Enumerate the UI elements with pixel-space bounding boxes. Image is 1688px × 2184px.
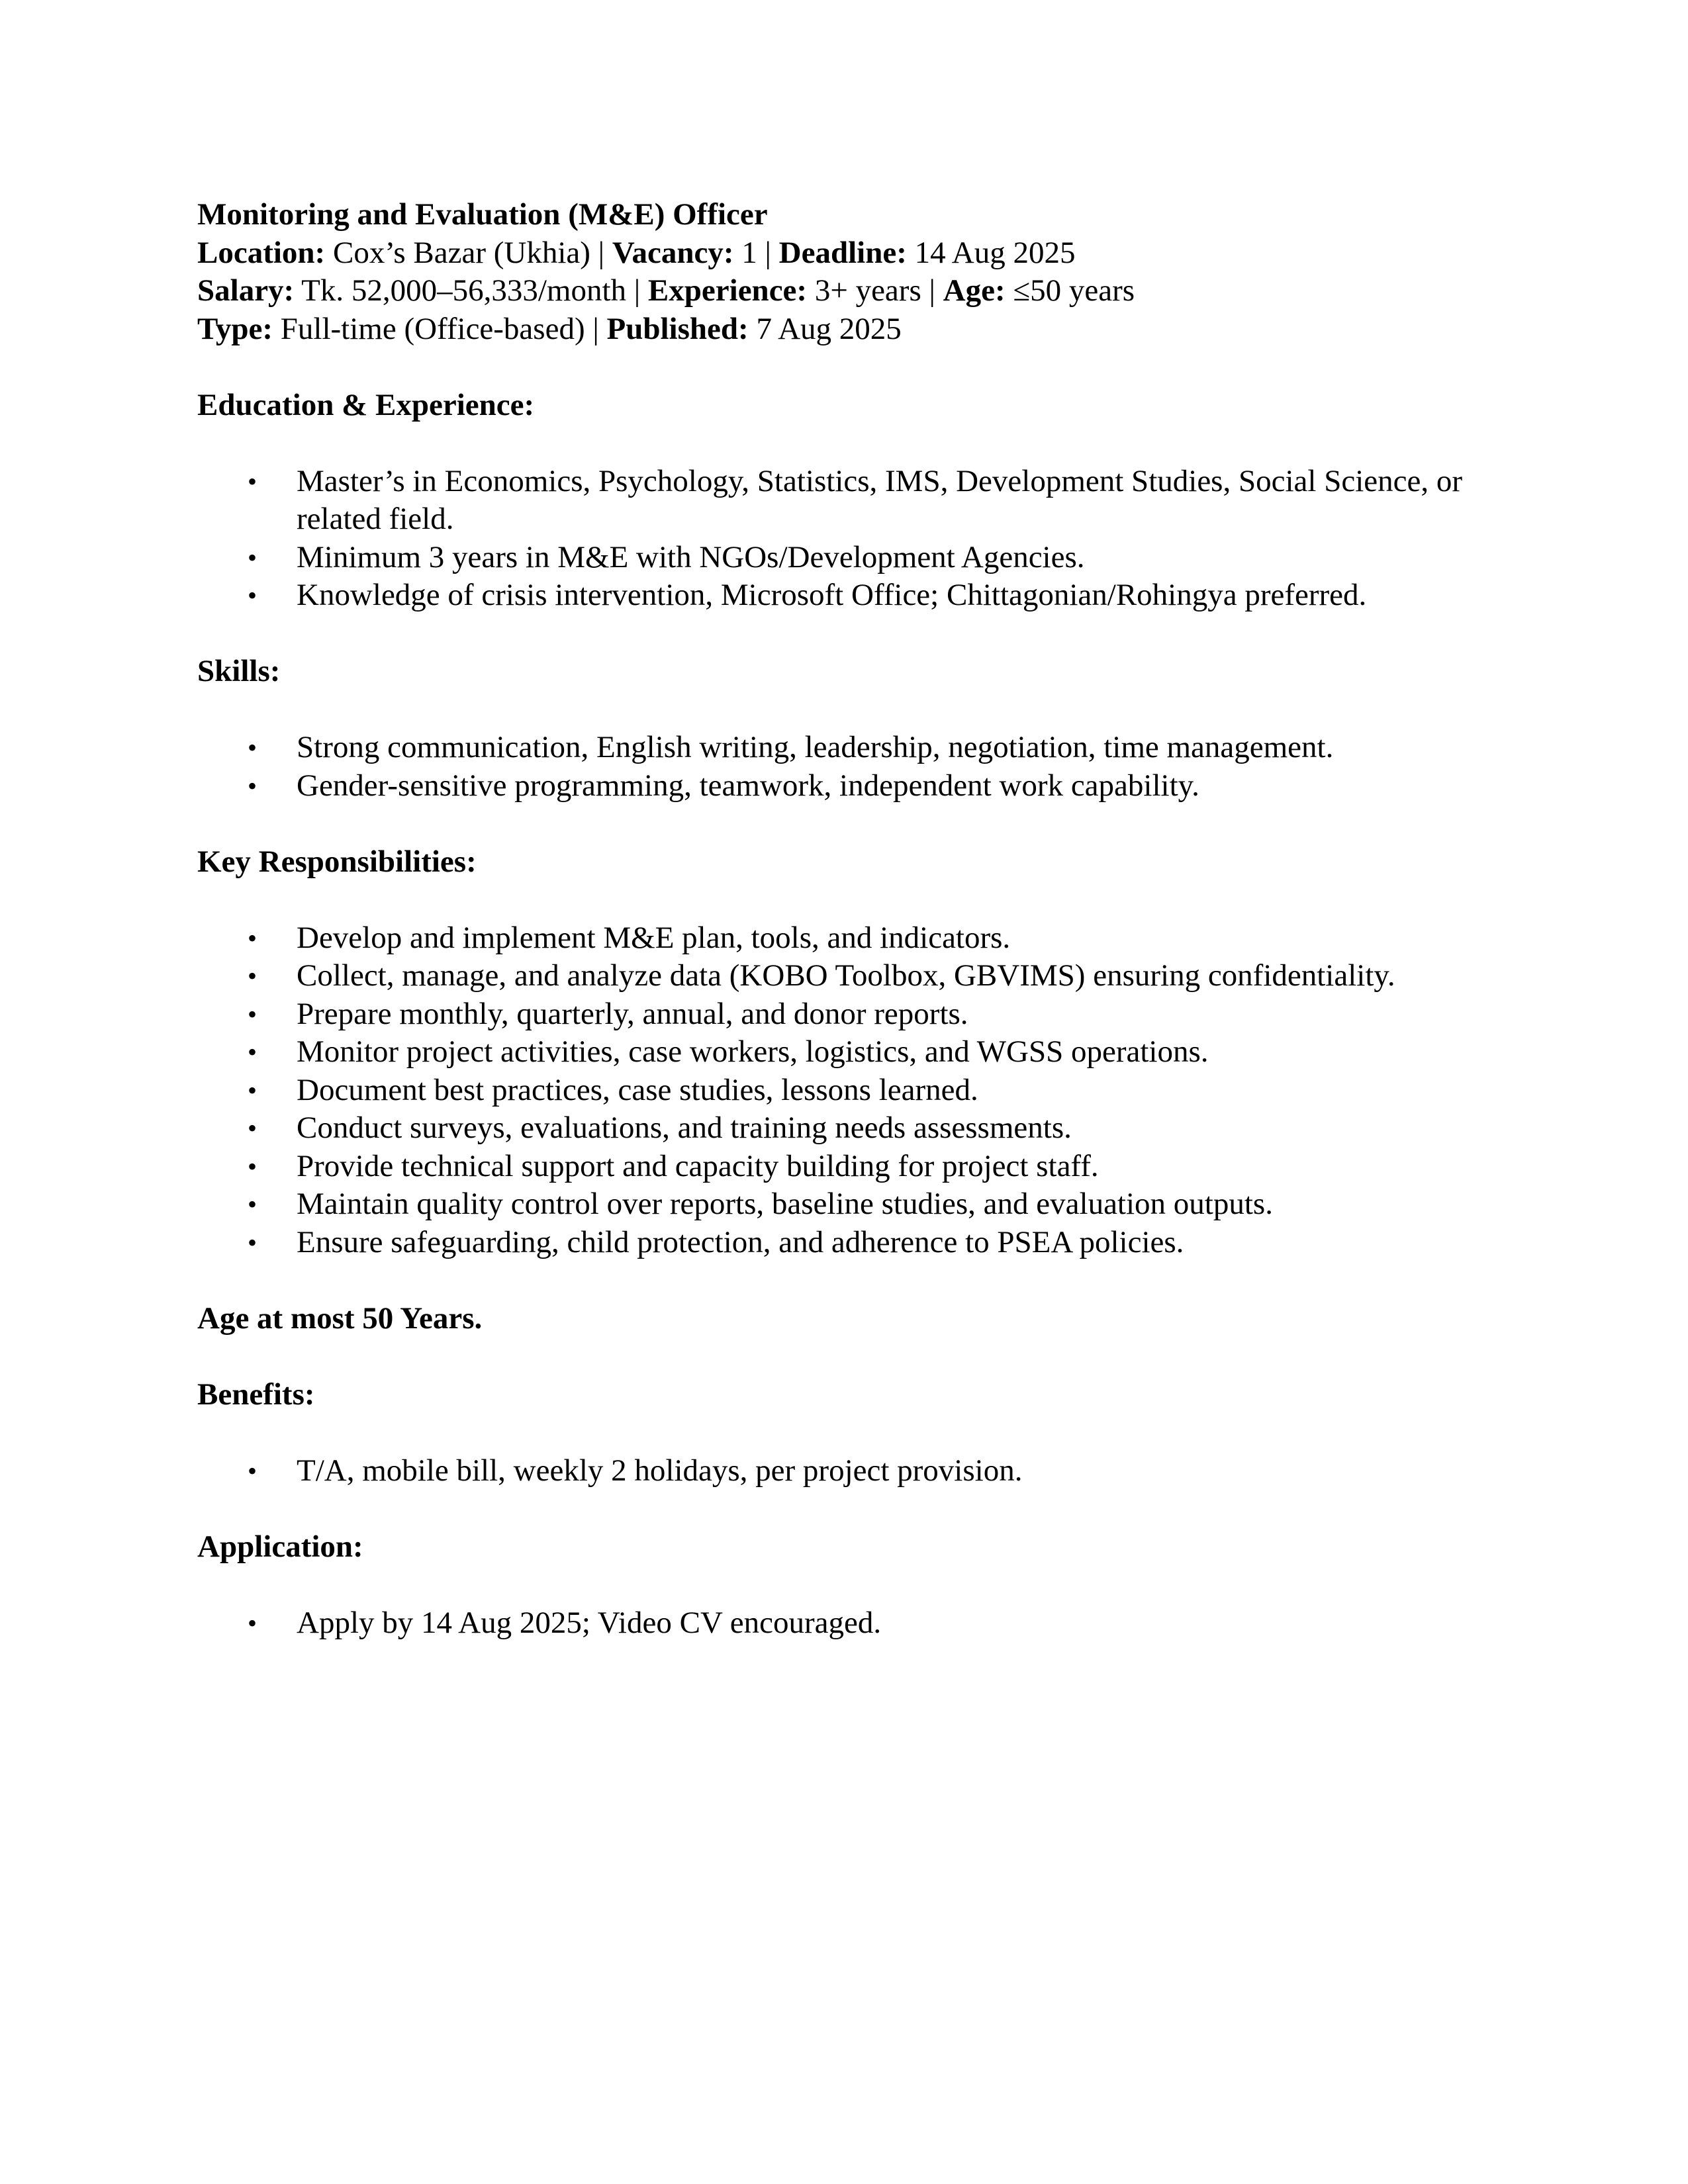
summary-line-location	[197, 234, 1521, 273]
location-label: Location:	[197, 235, 326, 270]
vacancy-value: 1 |	[733, 235, 779, 270]
bullet-icon: •	[248, 770, 258, 801]
education-heading: Education & Experience:	[197, 387, 535, 422]
salary-value: Tk. 52,000–56,333/month |	[294, 273, 648, 308]
vacancy-label: Vacancy:	[612, 235, 734, 270]
spacer	[197, 615, 1521, 653]
application-list	[197, 1604, 1521, 1643]
list-item	[197, 1185, 1521, 1224]
list-item-text: Strong communication, English writing, leadership, negotiation, time management.	[297, 730, 1334, 764]
list-item	[197, 539, 1521, 577]
spacer	[197, 1261, 1521, 1300]
summary-line-salary	[197, 272, 1521, 310]
bullet-icon: •	[248, 1151, 258, 1181]
list-item	[197, 576, 1521, 615]
list-item-text: Document best practices, case studies, lessons learned.	[297, 1072, 978, 1107]
list-item-text: Monitor project activities, case workers, logistics, and WGSS operations.	[297, 1034, 1209, 1069]
list-item-text: Master’s in Economics, Psychology, Statistics, IMS, Development Studies, Social Science, or related field.	[297, 463, 1462, 536]
list-item	[197, 767, 1521, 805]
type-value: Full-time (Office-based) |	[273, 311, 607, 346]
list-item-text: Minimum 3 years in M&E with NGOs/Development Agencies.	[297, 539, 1085, 574]
deadline-value: 14 Aug 2025	[906, 235, 1076, 270]
bullet-icon: •	[248, 542, 258, 572]
list-item-text: Provide technical support and capacity building for project staff.	[297, 1148, 1099, 1183]
benefits-list	[197, 1452, 1521, 1490]
list-item	[197, 995, 1521, 1034]
bullet-icon: •	[248, 1227, 258, 1257]
document-page	[197, 196, 1521, 1642]
list-item-text: T/A, mobile bill, weekly 2 holidays, per project provision.	[297, 1453, 1023, 1488]
list-item-text: Conduct surveys, evaluations, and training needs assessments.	[297, 1111, 1072, 1145]
bullet-icon: •	[248, 466, 258, 496]
skills-list	[197, 729, 1521, 805]
list-item-text: Develop and implement M&E plan, tools, and indicators.	[297, 920, 1011, 955]
spacer	[197, 348, 1521, 387]
spacer	[197, 805, 1521, 843]
list-item	[197, 1224, 1521, 1262]
bullet-icon: •	[248, 961, 258, 991]
list-item	[197, 1148, 1521, 1186]
list-item	[197, 729, 1521, 767]
responsibilities-list	[197, 919, 1521, 1262]
spacer	[197, 1566, 1521, 1604]
spacer	[197, 1338, 1521, 1376]
experience-label: Experience:	[647, 273, 808, 308]
bullet-icon: •	[248, 1608, 258, 1638]
list-item	[197, 919, 1521, 958]
list-item-text: Gender-sensitive programming, teamwork, independent work capability.	[297, 768, 1199, 803]
list-item	[197, 1109, 1521, 1148]
list-item-text: Ensure safeguarding, child protection, and adherence to PSEA policies.	[297, 1224, 1184, 1259]
list-item	[197, 957, 1521, 995]
age-label: Age:	[943, 273, 1006, 308]
type-label: Type:	[197, 311, 273, 346]
education-list	[197, 463, 1521, 615]
age-note: Age at most 50 Years.	[197, 1300, 483, 1336]
list-item-text: Collect, manage, and analyze data (KOBO Toolbox, GBVIMS) ensuring confidentiality.	[297, 958, 1395, 993]
spacer	[197, 1490, 1521, 1528]
location-value: Cox’s Bazar (Ukhia) |	[325, 235, 612, 270]
bullet-icon: •	[248, 580, 258, 610]
bullet-icon: •	[248, 1455, 258, 1486]
experience-value: 3+ years |	[807, 273, 943, 308]
job-title: Monitoring and Evaluation (M&E) Officer	[197, 197, 768, 232]
list-item-text: Apply by 14 Aug 2025; Video CV encouraged.	[297, 1605, 882, 1640]
skills-heading: Skills:	[197, 654, 281, 688]
bullet-icon: •	[248, 999, 258, 1029]
list-item	[197, 463, 1475, 539]
published-label: Published:	[606, 311, 749, 346]
list-item-text: Knowledge of crisis intervention, Microsoft Office; Chittagonian/Rohingya preferred.	[297, 578, 1367, 612]
spacer	[197, 881, 1521, 919]
summary-line-type	[197, 310, 1521, 349]
application-heading: Application:	[197, 1529, 363, 1564]
responsibilities-heading: Key Responsibilities:	[197, 844, 477, 879]
published-value: 7 Aug 2025	[748, 311, 902, 346]
list-item	[197, 1033, 1521, 1071]
salary-label: Salary:	[197, 273, 295, 308]
age-value: ≤50 years	[1005, 273, 1135, 308]
list-item	[197, 1604, 1521, 1643]
spacer	[197, 1414, 1521, 1452]
deadline-label: Deadline:	[778, 235, 907, 270]
list-item	[197, 1452, 1521, 1490]
spacer	[197, 424, 1521, 463]
bullet-icon: •	[248, 1037, 258, 1067]
benefits-heading: Benefits:	[197, 1377, 315, 1412]
bullet-icon: •	[248, 1075, 258, 1105]
bullet-icon: •	[248, 1113, 258, 1143]
list-item	[197, 1071, 1521, 1110]
bullet-icon: •	[248, 923, 258, 953]
spacer	[197, 691, 1521, 729]
bullet-icon: •	[248, 733, 258, 762]
list-item-text: Maintain quality control over reports, baseline studies, and evaluation outputs.	[297, 1187, 1273, 1221]
bullet-icon: •	[248, 1189, 258, 1219]
list-item-text: Prepare monthly, quarterly, annual, and donor reports.	[297, 996, 968, 1031]
